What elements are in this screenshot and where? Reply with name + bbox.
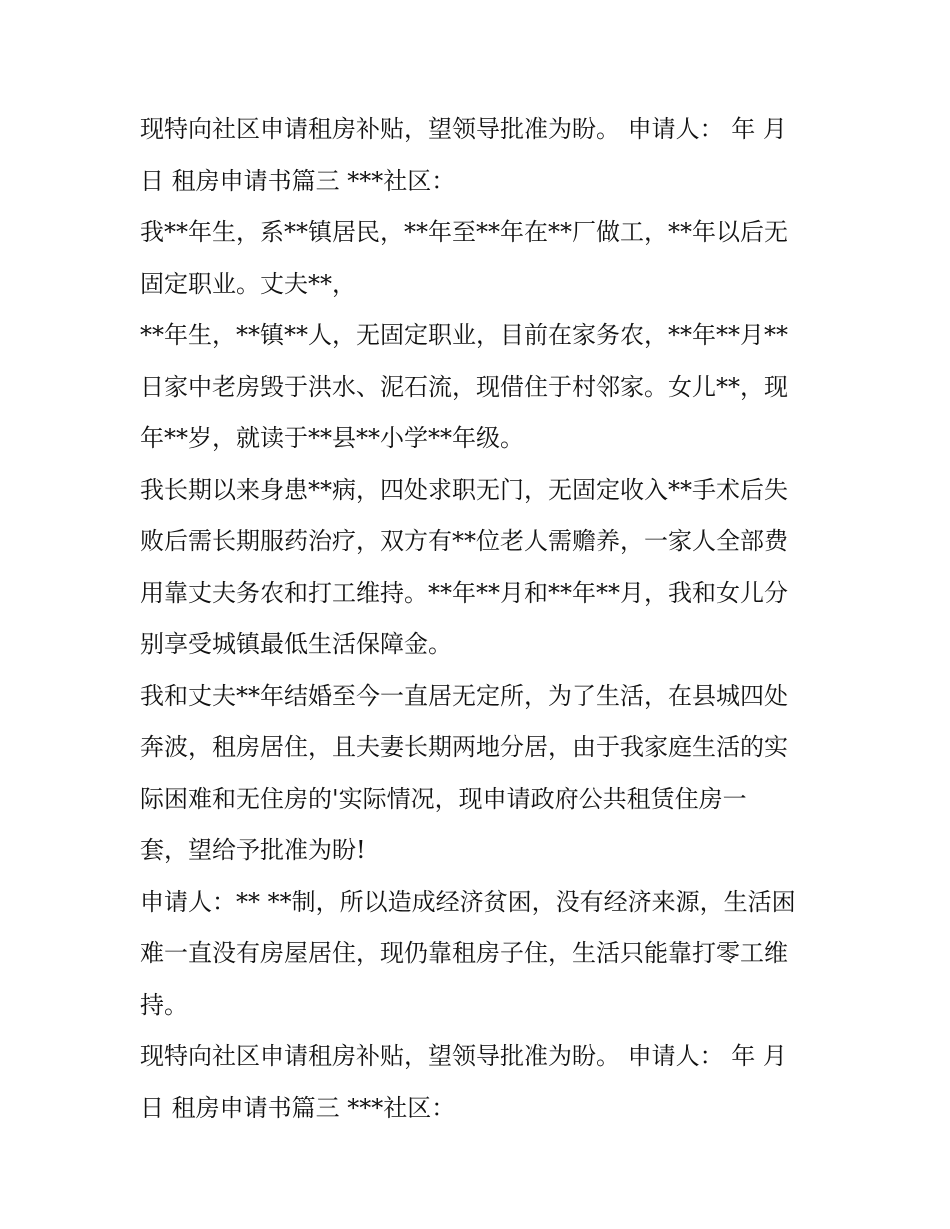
text-line: 难一直没有房屋居住，现仍靠租房子住，生活只能靠打零工维 bbox=[140, 939, 788, 967]
text-line: 日 租房申请书篇三 ***社区： bbox=[140, 166, 456, 195]
text-line: 败后需长期服药治疗，双方有**位老人需赡养，一家人全部费 bbox=[140, 527, 788, 555]
text-line: 持。 bbox=[140, 990, 188, 1019]
text-line: 日家中老房毁于洪水、泥石流，现借住于村邻家。女儿**，现 bbox=[140, 372, 788, 401]
text-line: 年**岁，就读于**县**小学**年级。 bbox=[140, 424, 524, 452]
text-line: 别享受城镇最低生活保障金。 bbox=[140, 630, 452, 658]
text-line: 我长期以来身患**病，四处求职无门，无固定收入**手术后失 bbox=[140, 475, 788, 504]
text-line: 我**年生，系**镇居民，**年至**年在**厂做工，**年以后无 bbox=[140, 218, 788, 246]
text-line: 套，望给予批准为盼! bbox=[140, 836, 366, 864]
text-line: 奔波，租房居住，且夫妻长期两地分居，由于我家庭生活的实 bbox=[140, 733, 788, 761]
text-line: 用靠丈夫务农和打工维持。**年**月和**年**月，我和女儿分 bbox=[140, 578, 788, 607]
text-line: 际困难和无住房的'实际情况，现申请政府公共租赁住房一 bbox=[140, 784, 747, 813]
text-line: 申请人：** **制，所以造成经济贫困，没有经济来源，生活困 bbox=[140, 887, 796, 916]
text-line: 日 租房申请书篇三 ***社区： bbox=[140, 1093, 456, 1122]
text-line: 现特向社区申请租房补贴，望领导批准为盼。 申请人： 年 月 bbox=[140, 115, 787, 143]
document-body bbox=[140, 104, 820, 1134]
text-line: 现特向社区申请租房补贴，望领导批准为盼。 申请人： 年 月 bbox=[140, 1042, 787, 1070]
text-line: 固定职业。丈夫**， bbox=[140, 269, 356, 298]
text-line: 我和丈夫**年结婚至今一直居无定所，为了生活，在县城四处 bbox=[140, 681, 788, 710]
text-line: **年生，**镇**人，无固定职业，目前在家务农，**年**月** bbox=[140, 321, 788, 349]
